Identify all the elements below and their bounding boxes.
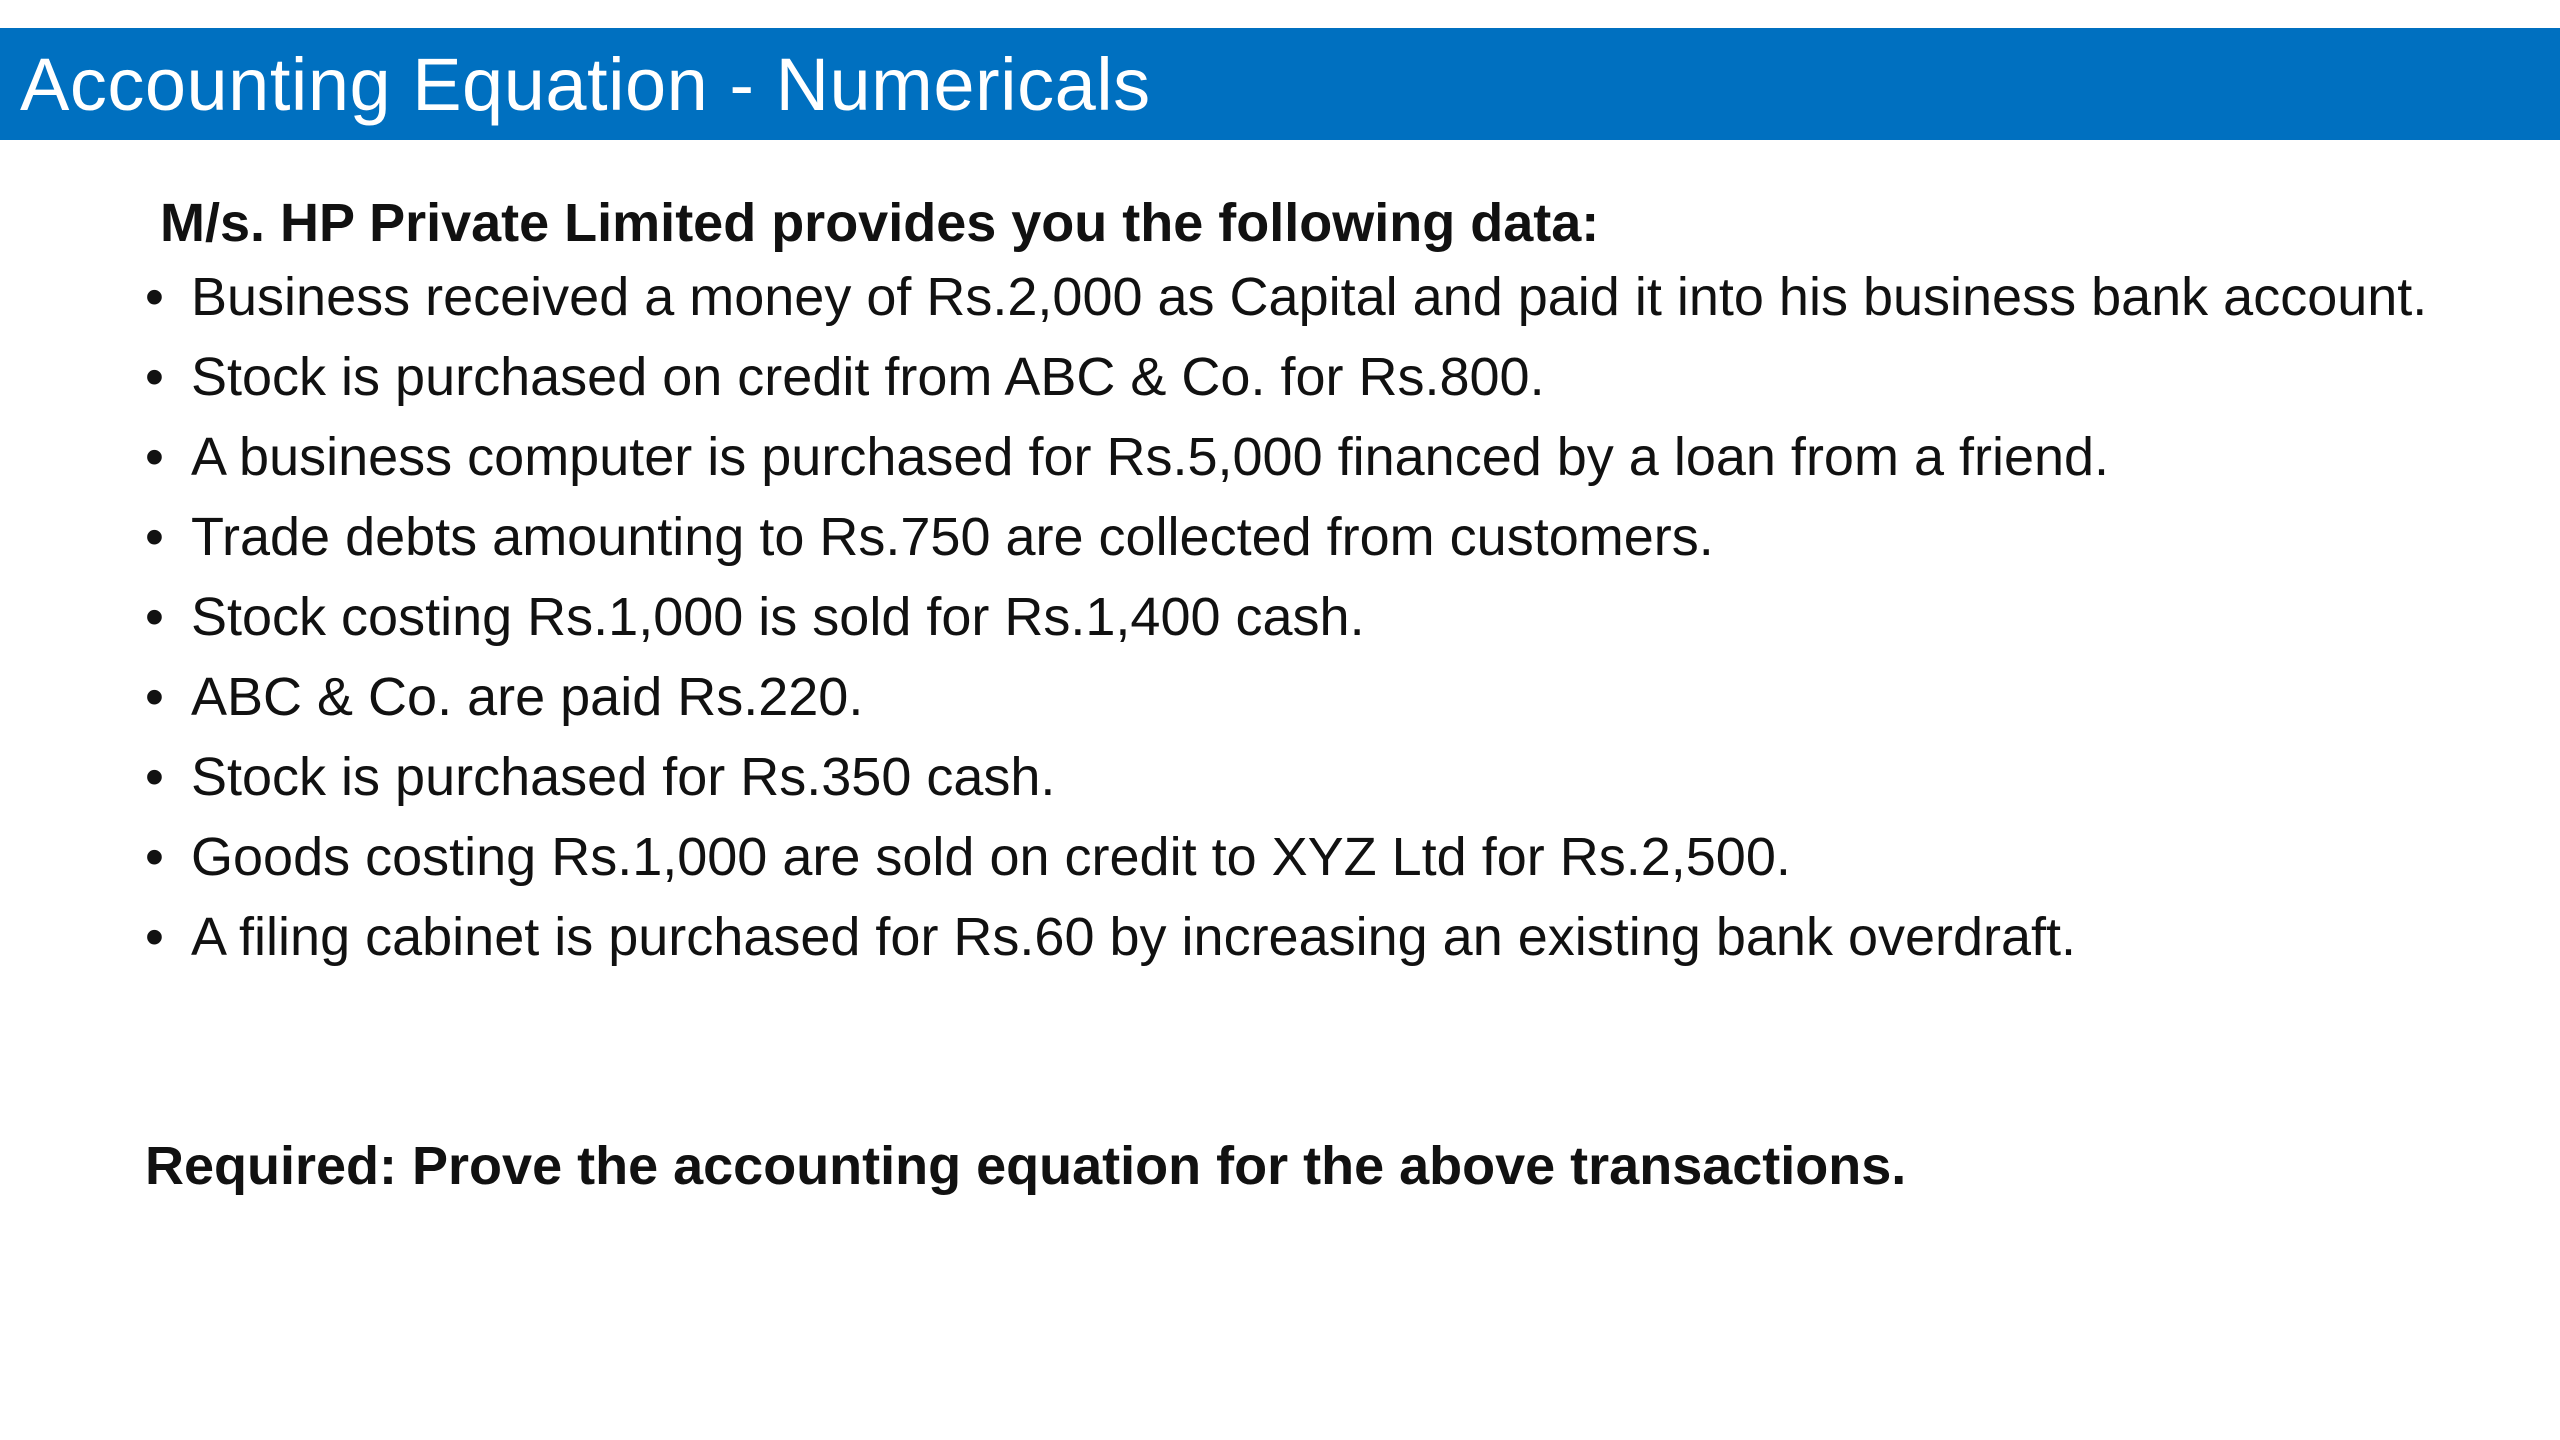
bullet-icon: •: [145, 507, 164, 567]
list-item: [145, 667, 2445, 727]
list-item: [145, 267, 2445, 327]
slide-title: Accounting Equation - Numericals: [20, 42, 1151, 126]
bullet-icon: •: [145, 667, 164, 727]
list-item: [145, 587, 2445, 647]
list-item: [145, 747, 2445, 807]
list-item-text: A filing cabinet is purchased for Rs.60 by increasing an existing bank overdraft.: [191, 907, 2077, 967]
bullet-icon: •: [145, 907, 164, 967]
list-item-text: Goods costing Rs.1,000 are sold on credit to XYZ Ltd for Rs.2,500.: [191, 827, 1791, 887]
list-item-text: Stock costing Rs.1,000 is sold for Rs.1,400 cash.: [191, 587, 1365, 647]
list-item: [145, 827, 2445, 887]
list-item: [145, 507, 2445, 567]
intro-text: M/s. HP Private Limited provides you the following data:: [160, 193, 1600, 253]
bullet-icon: •: [145, 267, 164, 327]
bullet-icon: •: [145, 747, 164, 807]
bullet-icon: •: [145, 347, 164, 407]
list-item-text: Trade debts amounting to Rs.750 are collected from customers.: [191, 507, 1714, 567]
list-item-text: Stock is purchased on credit from ABC & Co. for Rs.800.: [191, 347, 1545, 407]
list-item-text: Business received a money of Rs.2,000 as Capital and paid it into his business bank account.: [191, 267, 2428, 327]
bullet-icon: •: [145, 427, 164, 487]
slide-title-bar: [0, 28, 2560, 140]
list-item-text: A business computer is purchased for Rs.5,000 financed by a loan from a friend.: [191, 427, 2110, 487]
list-item-text: ABC & Co. are paid Rs.220.: [191, 667, 864, 727]
list-item: [145, 347, 2445, 407]
list-item: [145, 427, 2445, 487]
bullet-icon: •: [145, 587, 164, 647]
list-item: [145, 907, 2445, 967]
required-statement: Required: Prove the accounting equation for the above transactions.: [145, 1136, 1907, 1196]
transaction-list: [145, 267, 2445, 990]
list-item-text: Stock is purchased for Rs.350 cash.: [191, 747, 1056, 807]
bullet-icon: •: [145, 827, 164, 887]
